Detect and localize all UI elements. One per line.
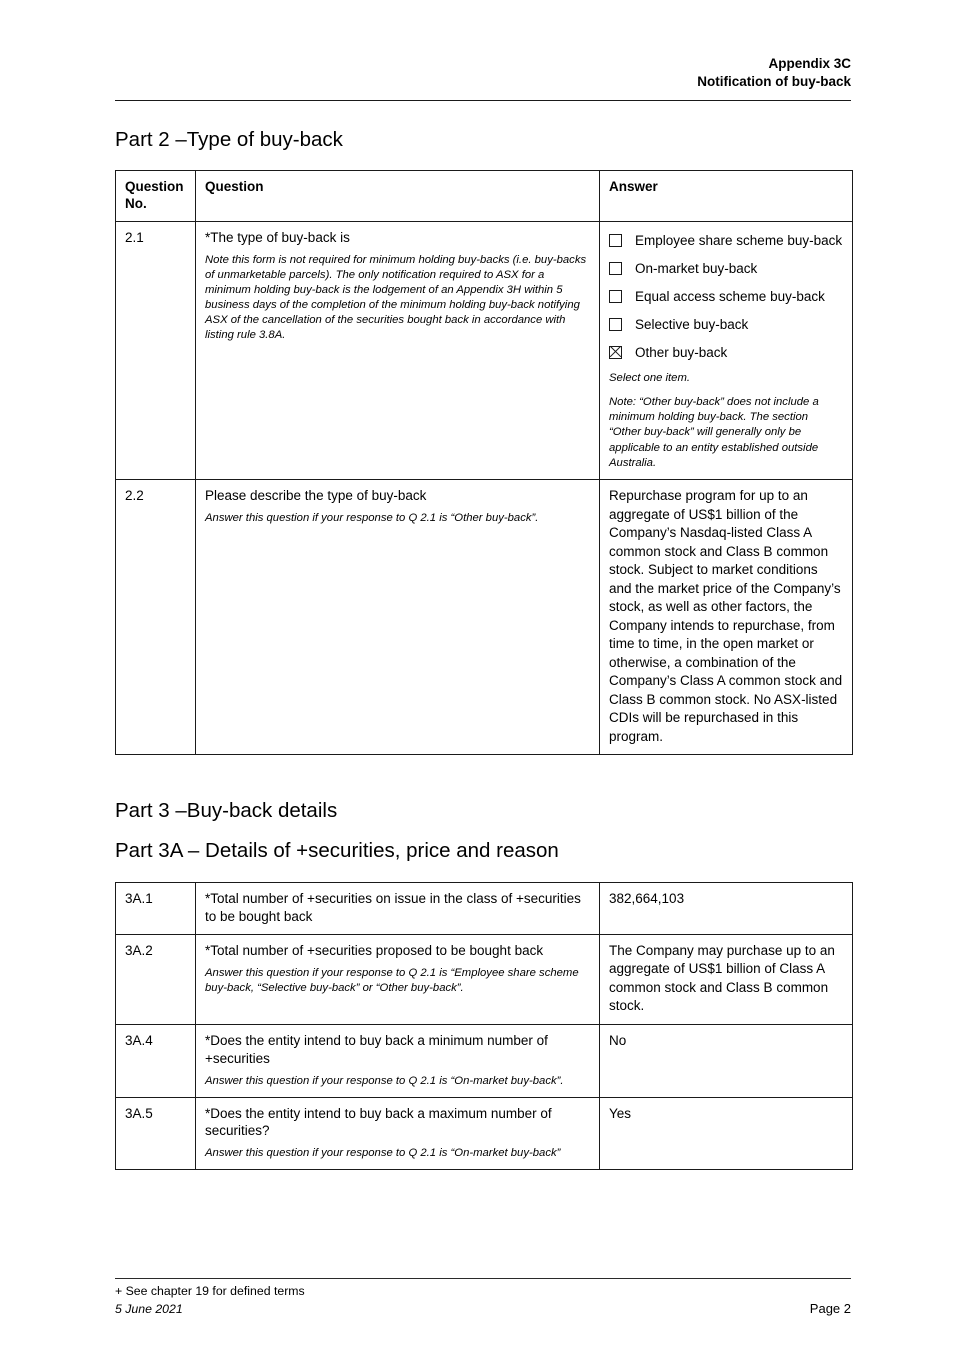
part2-title: Part 2 –Type of buy-back: [115, 128, 343, 151]
checkbox-label: Selective buy-back: [635, 316, 749, 332]
col-header-question-no: Question No.: [116, 170, 196, 221]
checkbox-option-employee-share-scheme[interactable]: [609, 232, 843, 250]
part2-table: [115, 170, 853, 756]
table-row-3a-1: [116, 883, 853, 935]
question-no-3a-2: 3A.2: [116, 934, 196, 1024]
checkbox-label: Other buy-back: [635, 344, 728, 360]
question-text-2-2: Please describe the type of buy-back: [205, 488, 427, 504]
question-note-3a-2: Answer this question if your response to Q 2.1 is “Employee share scheme buy-back, “Selective buy-back” or “Other buy-back”.: [205, 966, 579, 994]
part3-title: Part 3 –Buy-back details: [115, 799, 338, 823]
question-no-2-2: 2.2: [116, 480, 196, 755]
table-row-3a-2: [116, 934, 853, 1024]
question-text-2-1: *The type of buy-back is: [205, 229, 350, 245]
checkbox-option-selective[interactable]: [609, 316, 843, 334]
question-note-2-1: Note this form is not required for minimum holding buy-backs (i.e. buy-backs of unmarketable parcels). The only notification required to ASX for a minimum holding buy-back is the lodgement of an Appendix 3H within 5 business days of the completion of the minimum holding buy-back notifying ASX of the cancellation of the securities bought back in accordance with listing rule 3.8A.: [205, 253, 587, 342]
question-no-3a-1: 3A.1: [116, 883, 196, 935]
answer-text-3a-4: No: [600, 1024, 853, 1097]
question-no-3a-5: 3A.5: [116, 1097, 196, 1170]
checkbox-label: Employee share scheme buy-back: [635, 232, 843, 248]
checkbox-icon[interactable]: [609, 290, 622, 303]
checkbox-icon[interactable]: [609, 318, 622, 331]
checkbox-option-on-market[interactable]: [609, 260, 843, 278]
checkbox-label: On-market buy-back: [635, 260, 758, 276]
question-text-3a-2: *Total number of +securities proposed to be bought back: [205, 942, 544, 958]
col-header-answer: Answer: [600, 170, 853, 221]
checkbox-option-other[interactable]: [609, 344, 843, 362]
question-text-3a-1: *Total number of +securities on issue in the class of +securities to be bought back: [205, 891, 581, 925]
question-no-2-1: 2.1: [116, 221, 196, 480]
part3a-table: [115, 882, 853, 1170]
question-note-2-2: Answer this question if your response to Q 2.1 is “Other buy-back”.: [205, 512, 539, 525]
checkbox-checked-icon[interactable]: [609, 346, 622, 359]
question-note-3a-5: Answer this question if your response to Q 2.1 is “On-market buy-back”: [205, 1147, 561, 1160]
checkbox-icon[interactable]: [609, 234, 622, 247]
footer-date: 5 June 2021: [115, 1302, 183, 1317]
header-appendix-title: Appendix 3C: [768, 56, 851, 71]
question-no-3a-4: 3A.4: [116, 1024, 196, 1097]
answer-text-3a-1: 382,664,103: [600, 883, 853, 935]
question-text-3a-5: *Does the entity intend to buy back a maximum number of securities?: [205, 1105, 552, 1139]
table-row-2-1: [116, 221, 853, 480]
checkbox-icon[interactable]: [609, 262, 622, 275]
footer-rule: [115, 1278, 851, 1279]
header-form-title: Notification of buy-back: [697, 74, 851, 89]
question-text-3a-4: *Does the entity intend to buy back a minimum number of +securities: [205, 1032, 548, 1066]
header-rule: [115, 100, 851, 101]
answer-select-hint-2-1: Select one item.: [609, 372, 691, 385]
answer-text-3a-2: The Company may purchase up to an aggregate of US$1 billion of Class A common stock and Class B common stock.: [600, 934, 853, 1024]
table-row-3a-4: [116, 1024, 853, 1097]
answer-text-3a-5: Yes: [600, 1097, 853, 1170]
footer-defined-terms: + See chapter 19 for defined terms: [115, 1284, 305, 1299]
page-footer: [115, 1278, 851, 1319]
part3a-title: Part 3A – Details of +securities, price and reason: [115, 838, 559, 862]
checkbox-option-equal-access-scheme[interactable]: [609, 288, 843, 306]
checkbox-label: Equal access scheme buy-back: [635, 288, 825, 304]
footer-page-number: Page 2: [809, 1301, 851, 1317]
part2-header-row: [116, 170, 853, 221]
answer-text-2-2: Repurchase program for up to an aggregate of US$1 billion of the Company’s Nasdaq-listed Class A common stock and Class B common stock. Subject to market conditions and the market price of the Company’s stock, as well as other factors, the Company intends to repurchase, from time to time, in the open market or otherwise, a combination of the Company’s Class A common stock and Class B common stock. No ASX-listed CDIs will be repurchased in this program.: [600, 480, 853, 755]
table-row-2-2: [116, 480, 853, 755]
answer-note-2-1: Note: “Other buy-back” does not include a minimum holding buy-back. The section “Other buy-back” will generally only be applicable to an entity established outside Australia.: [609, 395, 819, 470]
col-header-question: Question: [196, 170, 600, 221]
document-header: [115, 55, 851, 91]
table-row-3a-5: [116, 1097, 853, 1170]
question-note-3a-4: Answer this question if your response to Q 2.1 is “On-market buy-back”.: [205, 1074, 564, 1087]
